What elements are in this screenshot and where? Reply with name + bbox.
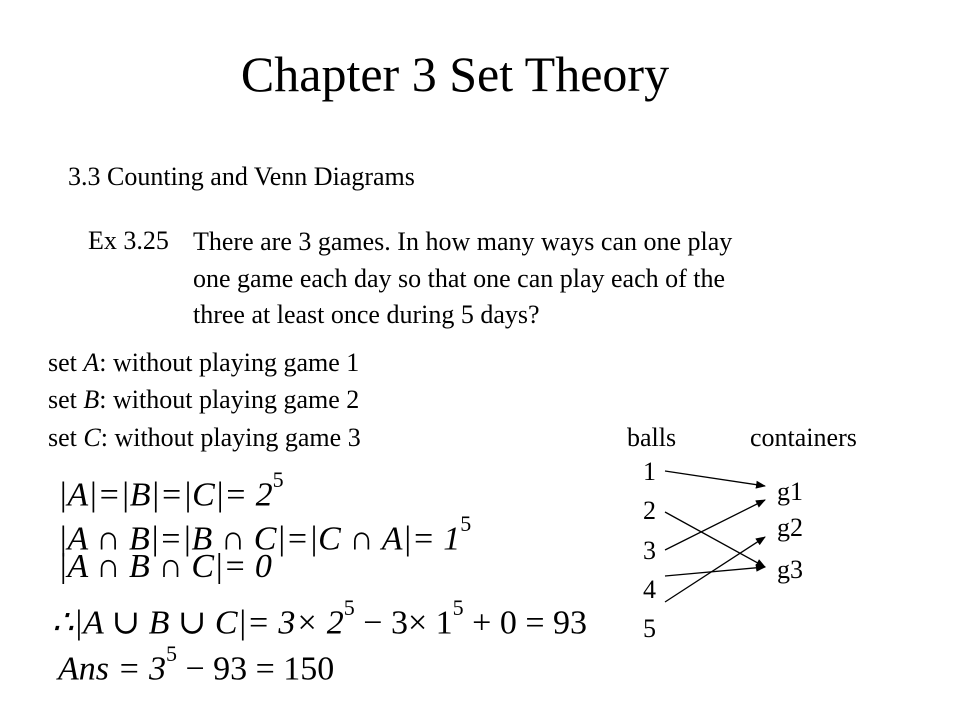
equation-union: ∴|A ∪ B ∪ $C|= 3\times 2^5 - 3\times 1^5 + 0 = 93$ (52, 595, 588, 642)
balls-header: balls (627, 423, 677, 452)
example-label: Ex 3.25 (88, 226, 169, 255)
equation-triple-intersection: |A ∩ B ∩ C|= 0 (58, 548, 272, 585)
equation-pairwise-intersection: |A ∩ B|=|B ∩ C|=|C ∩ $A|= 1^5$ (58, 511, 472, 558)
set-a-definition: set A: without playing game 1 (48, 348, 360, 377)
problem-line: There are 3 games. In how many ways can one play (193, 227, 733, 256)
ball-label: 4 (643, 575, 656, 604)
arrow-4-to-g3 (665, 567, 765, 576)
arrow-5-to-g2 (665, 537, 765, 602)
container-label: g2 (777, 513, 803, 542)
equation-cardinality: $|A|=|B|=|C|= 2^5$ (58, 467, 284, 514)
containers-header: containers (750, 423, 857, 452)
ball-label: 2 (643, 496, 656, 525)
page-title: Chapter 3 Set Theory (240, 46, 670, 102)
equation-answer: Ans = $3^5 - 93 = 150$ (58, 641, 335, 688)
problem-line: one game each day so that one can play each of the (193, 263, 726, 293)
ball-label: 5 (643, 614, 656, 643)
problem-line: three at least once during 5 days? (193, 300, 540, 329)
arrow-1-to-g1 (665, 471, 765, 486)
section-heading: 3.3 Counting and Venn Diagrams (68, 162, 415, 191)
container-label: g3 (777, 555, 803, 584)
arrow-3-to-g1 (665, 500, 765, 550)
arrow-2-to-g3 (665, 512, 765, 567)
set-b-definition: set B: without playing game 2 (48, 385, 360, 414)
ball-label: 1 (643, 457, 656, 486)
ball-label: 3 (643, 536, 656, 565)
set-c-definition: set C: without playing game 3 (48, 423, 361, 452)
container-label: g1 (777, 477, 803, 506)
